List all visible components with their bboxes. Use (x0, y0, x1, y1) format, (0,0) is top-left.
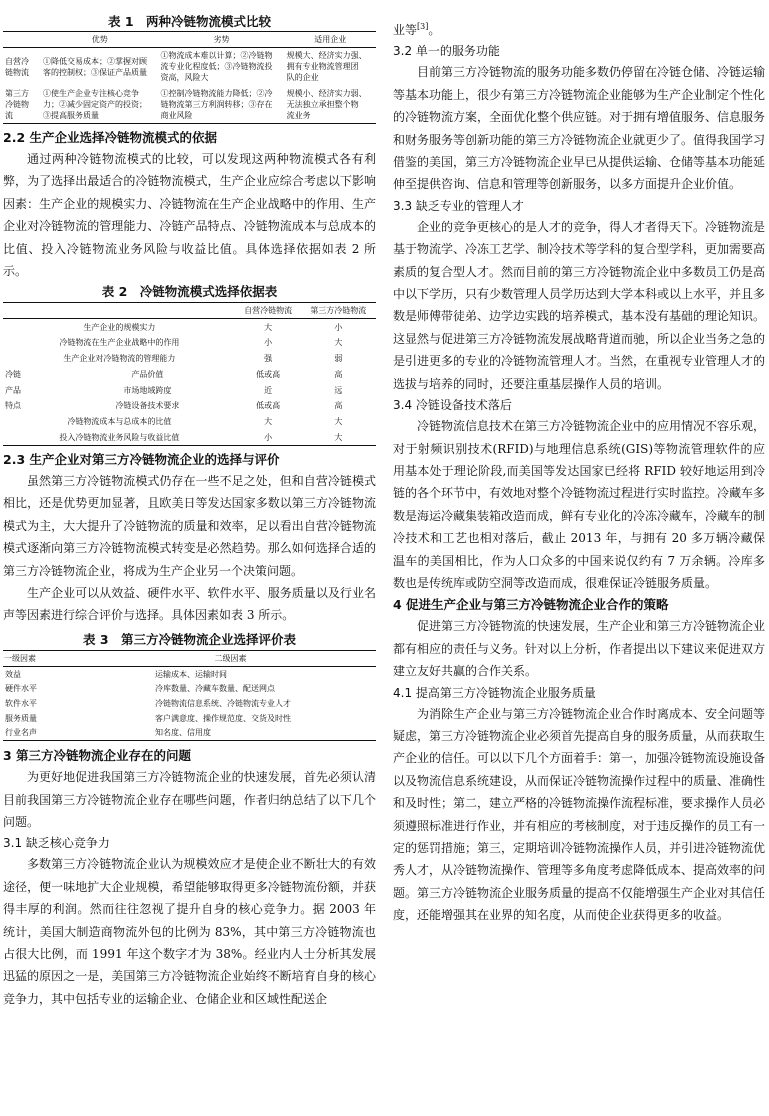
table3-caption: 表 3 第三方冷链物流企业选择评价表 (82, 631, 297, 647)
table2-cell: 产品价值 (131, 369, 164, 379)
table3-cell: 知名度、信用度 (85, 726, 376, 741)
table3-cell: 客户满意度、操作规范度、交货及时性 (155, 713, 291, 723)
table2-cell: 生产企业对冷链物流的管理能力 (63, 354, 176, 364)
right-column (393, 0, 765, 927)
table2-header (3, 303, 236, 319)
table2-cell: 投入冷链物流业务风险与收益比值 (3, 429, 236, 445)
table2-cell: 大 (264, 416, 273, 426)
table2-cell: 大 (301, 429, 376, 445)
section-2-2-heading: 2.2 生产企业选择冷链物流模式的依据 (3, 130, 217, 145)
table2-cell: 强 (264, 354, 273, 364)
table3-cell: 硬件水平 (5, 684, 37, 694)
section-3-4-paragraph: 冷链物流信息技术在第三方冷链物流企业中的应用情况不容乐观，对于射频识别技术(RFID)与地理信息系统(GIS)等物流管理软件的应用基本处于理论阶段,而美国等发达国家已经将 RFID 较好地运用到冷链的各个环节中，有效地对整个冷链物流过程进行实时监控。冷藏车多数是海运冷藏集装箱改造而成，鲜有专业化的冷冻冷藏车，冷藏车的制冷技术和工艺也相对落后，截止 2013 年，与拥有 20 多万辆冷藏保温车的美国相比，作为人口众多的中国来说仅约有 7 万余辆。冷库多数也是传统库或防空洞等改造而成，很难保证冷链服务质量。 (393, 419, 766, 590)
table2-cell: 弱 (334, 354, 343, 364)
table3-cell: 冷库数量、冷藏车数量、配送网点 (155, 684, 275, 694)
section-3-3-heading: 3.3 缺乏专业的管理人才 (393, 198, 524, 213)
section-3-4-heading: 3.4 冷链设备技术落后 (393, 398, 512, 413)
table3-header: 一级因素 (3, 650, 85, 666)
section-2-3-paragraph: 虽然第三方冷链物流模式仍存在一些不足之处，但和自营冷链模式相比，还是优势更加显著，且欧美日等发达国家多数以第三方冷链物流模式为主，大大提升了冷链物流的质量和效率，足以看出自营冷链物流模式逐渐向第三方冷链物流模式转变是必然趋势。那么如何选择合适的第三方冷链物流企业，将成为生产企业另一个决策问题。 (3, 473, 376, 578)
table3-header: 二级因素 (85, 650, 376, 666)
section-3-3-paragraph: 企业的竞争更核心的是人才的竞争，得人才者得天下。冷链物流是基于物流学、冷冻工艺学、制冷技术等学科的复合型学科，更加需要高素质的复合型人才。然而目前的第三方冷链物流企业中多数员工仍是高中以下学历，只有少数管理人员学历达到大学本科或以上水平，并且多数是师傅带徒弟、边学边实践的培养模式，基本没有基础的理论知识。这显然与促进第三方冷链物流发展战略背道而驰，所以企业当务之急的是引进更多的专业的冷链物流管理人才。当然，在重视专业管理人才的选拔与培养的同时，还要注重基层操作人员的培训。 (393, 219, 766, 391)
section-2-2-paragraph: 通过两种冷链物流模式的比较，可以发现这两种物流模式各有利弊，为了选择出最适合的冷链物流模式，生产企业应综合考虑以下影响因素：生产企业的规模实力、冷链物流在生产企业战略中的作用、生产企业对冷链物流的管理能力、冷链产品特点、冷链物流成本与总成本的比值、投入冷链物流业务风险与收益比值。具体选择依据如表 2 所示。 (3, 152, 376, 279)
table2-cell: 小 (264, 338, 273, 348)
section-2-3-paragraph: 生产企业可以从效益、硬件水平、软件水平、服务质量以及行业名声等因素进行综合评价与选择。具体因素如表 3 所示。 (3, 585, 376, 623)
table2-cell: 冷链物流成本与总成本的比值 (67, 416, 172, 426)
table3-cell: 运输成本、运输时间 (155, 669, 227, 679)
table2-cell: 低或高 (256, 401, 281, 411)
section-4-heading: 4 促进生产企业与第三方冷链物流企业合作的策略 (393, 597, 669, 613)
continued-text: 业等 (393, 23, 418, 37)
table3-cell: 服务质量 (5, 713, 37, 723)
section-3-heading: 3 第三方冷链物流企业存在的问题 (3, 748, 192, 764)
table3-cell: 行业名声 (3, 726, 85, 741)
table3 (3, 650, 376, 741)
table1-cell: ①控制冷链物流能力降低；②冷 链物流第三方利润转移；③存在 商业风险 (158, 86, 284, 124)
table2-cell: 大 (334, 338, 343, 348)
table1-cell: 规模大、经济实力强、 拥有专业物流管理团 队的企业 (286, 51, 367, 83)
section-4-1-paragraph: 为消除生产企业与第三方冷链物流企业合作时离成本、安全问题等疑虑，第三方冷链物流企业必须首先提高自身的服务质量，从而获取生产企业的信任。可以以下几个方面着手：第一，加强冷链物流设施设备以及物流信息系统建设，从而保证冷链物流操作过程中的质量、准确性和及时性；第二，建立严格的冷链物流操作流程标准，要求操作人员必须遵照标准进行作业，并有相应的考核制度，对于违反操作的员工有一定的惩罚措施；第三，定期培训冷链物流操作人员，并引进冷链物流优秀人才，从冷链物流操作、管理等多角度考虑降低成本、提高效率的问题。第三方冷链物流企业服务质量的提高不仅能增强生产企业对其信任度，还能增强其在业界的知名度，从而使企业获得更多的收益。 (393, 706, 766, 923)
table2-header: 自营冷链物流 (236, 303, 301, 319)
table2-cell: 远 (334, 385, 343, 395)
table1-cell: ①使生产企业专注核心竞争 力；②减少固定资产的投资； ③提高服务质量 (41, 86, 158, 124)
section-4-1-heading: 4.1 提高第三方冷链物流企业服务质量 (393, 685, 596, 700)
table2-cell: 产品 (5, 385, 21, 395)
continued-paragraph (393, 19, 765, 41)
section-3-paragraph: 为更好地促进我国第三方冷链物流企业的快速发展，首先必须认清目前我国第三方冷链物流企业存在哪些问题，作者归纳总结了以下几个问题。 (3, 770, 376, 830)
table1-header: 优势 (41, 32, 158, 48)
table1-cell: ①降低交易成本；②掌握对顾 客的控制权；③保证产品质量 (43, 56, 147, 77)
table2-cell: 高 (334, 401, 343, 411)
table1-caption: 表 1 两种冷链物流模式比较 (107, 14, 272, 29)
table3-cell: 软件水平 (5, 699, 37, 708)
table2-cell: 大 (334, 416, 343, 426)
table2-cell: 市场地域跨度 (123, 385, 172, 395)
table3-cell: 冷链物流信息系统、冷链物流专业人才 (155, 699, 291, 708)
table3-cell: 效益 (5, 669, 21, 679)
citation-ref: [3] (417, 22, 429, 31)
table2-cell: 近 (264, 385, 273, 395)
section-2-3-heading: 2.3 生产企业对第三方冷链物流企业的选择与评价 (3, 451, 280, 467)
table1-header: 劣势 (158, 32, 284, 48)
table2-cell: 生产企业的规模实力 (83, 322, 156, 332)
section-3-1-heading: 3.1 缺乏核心竞争力 (3, 836, 110, 851)
table2-cell: 冷链物流在生产企业战略中的作用 (59, 338, 180, 348)
table2-cell: 低或高 (256, 369, 281, 379)
table2-caption: 表 2 冷链物流模式选择依据表 (101, 284, 278, 300)
table2-header: 第三方冷链物流 (301, 303, 376, 319)
table2-cell: 冷链设备技术要求 (115, 401, 180, 411)
left-column (3, 0, 376, 1010)
table2-cell: 小 (236, 429, 301, 445)
table1-cell: 自营冷 链物流 (5, 56, 29, 77)
section-3-1-paragraph: 多数第三方冷链物流企业认为规模效应才是使企业不断壮大的有效途径，便一味地扩大企业规模，希望能够取得更多冷链物流份额，并获得丰厚的利润。然而往往忽视了提升自身的核心竞争力。据 2003 年统计，美国大制造商物流外包的比例为 83%，其中第三方冷链物流也占很大比例，而 1991 年这个数字才为 38%。经业内人士分析其发展迅猛的原因之一是，美国第三方冷链物流企业始终不断培育自身的核心竞争力，其中包括专业的运输企业、仓储企业和区域性配送企 (3, 857, 376, 1006)
section-3-2-paragraph: 目前第三方冷链物流的服务功能多数仍停留在冷链仓储、冷链运输等基本功能上，很少有第三方冷链物流企业能够为生产企业制定个性化的冷链物流方案，全面优化整个供应链。对于拥有增值服务、信息服务和财务服务等创新功能的第三方冷链物流企业就更少了。值得我国学习借鉴的美国，第三方冷链物流企业早已从提供运输、仓储等基本功能延伸至提供咨询、信息和管理等创新服务，以多方面提升企业价值。 (393, 65, 766, 192)
table2-cell: 小 (334, 322, 343, 332)
table1-header: 适用企业 (285, 32, 376, 48)
table1-cell: 第三方 冷链物 流 (3, 86, 41, 124)
table1-cell: ①物流成本难以计算；②冷链物 流专业化程度低；③冷链物流投 资高，风险大 (160, 51, 273, 83)
table2-cell: 冷链 (5, 369, 21, 379)
table2-cell: 大 (264, 322, 273, 332)
table2 (3, 302, 376, 446)
continued-end: 。 (428, 23, 441, 37)
table1-header (3, 32, 41, 48)
table2-cell: 高 (334, 369, 343, 379)
section-3-2-heading: 3.2 单一的服务功能 (393, 44, 500, 59)
table1-cell: 规模小、经济实力弱、 无法独立承担整个物 流业务 (285, 86, 376, 124)
table1 (3, 31, 376, 124)
table2-cell: 特点 (5, 401, 21, 411)
section-4-paragraph: 促进第三方冷链物流的快速发展，生产企业和第三方冷链物流企业都有相应的责任与义务。针对以上分析，作者提出以下建议来促进双方建立友好共赢的合作关系。 (393, 619, 766, 679)
